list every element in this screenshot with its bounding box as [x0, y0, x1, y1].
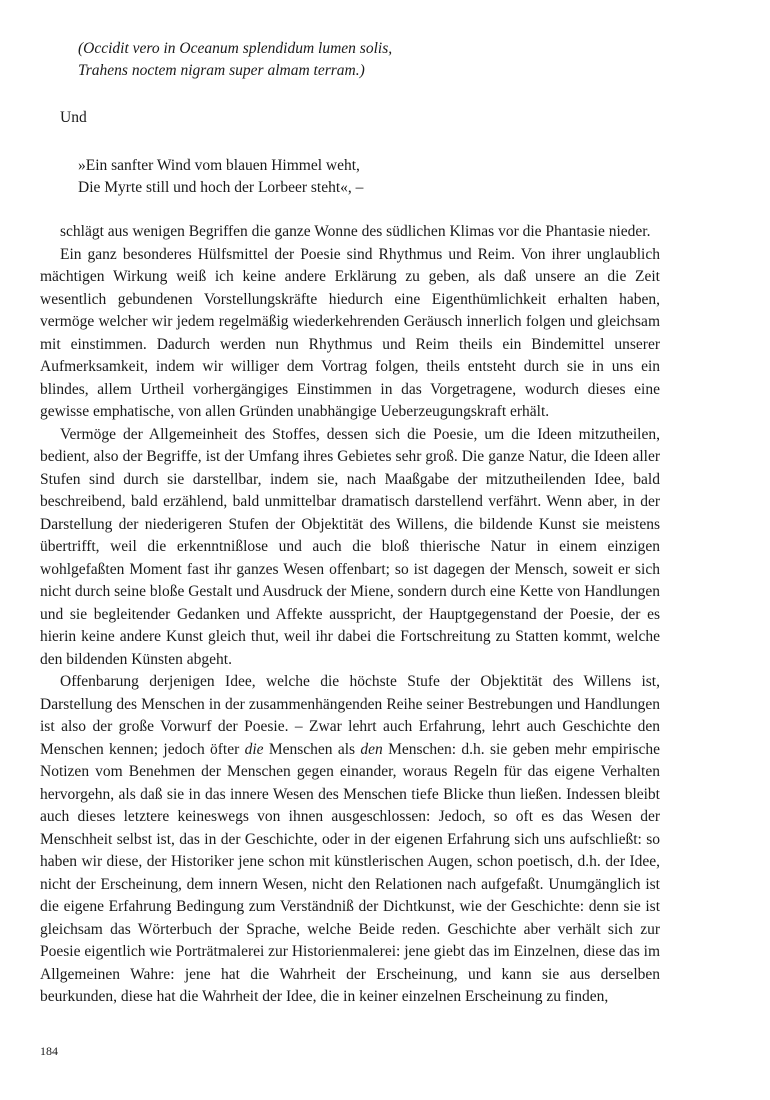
paragraph-3: Vermöge der Allgemeinheit des Stoffes, dessen sich die Poesie, um die Ideen mitzutheilen, bedient, also der Begriffe, ist der Umfang ihres Gebietes sehr groß. Die ganze Natur, die Ideen aller Stufen sind durch sie darstellbar, indem sie, nach Maaßgabe der mitzutheilenden Idee, bald beschreibend, bald erzählend, bald unmittelbar dramatisch darstellend verfährt. Wenn aber, in der Darstellung der niederigeren Stufen der Objektität des Willens, die bildende Kunst sie meistens übertrifft, weil die erkenntnißlose und auch die bloß thierische Natur in einem einzigen wohlgefaßten Moment fast ihr ganzes Wesen offenbart; so ist dagegen der Mensch, soweit er sich nicht durch seine bloße Gestalt und Ausdruck der Miene, sondern durch eine Kette von Handlungen und sie begleitender Gedanken und Affekte ausspricht, der Hauptgegenstand der Poesie, der es hierin keine andere Kunst gleich thut, weil ihr dabei die Fortschreitung zu Statten kommt, welche den bildenden Künsten abgeht. [40, 425, 660, 668]
paragraph-2: Ein ganz besonderes Hülfsmittel der Poesie sind Rhythmus und Reim. Von ihrer unglaublich mächtigen Wirkung weiß ich keine andere Erklärung zu geben, als daß unsere an die Zeit wesentlich gebundenen Vorstellungskräfte hiedurch eine Eigenthümlichkeit erhalten haben, vermöge welcher wir jedem regelmäßig wiederkehrenden Geräusch innerlich folgen und gleichsam mit einstimmen. Dadurch werden nun Rhythmus und Reim theils ein Bindemittel unserer Aufmerksamkeit, indem wir williger dem Vortrag folgen, theils entsteht durch sie in uns ein blindes, allem Urtheil vorhergängiges Einstimmen in das Vorgetragene, wodurch dieses eine gewisse emphatische, von allen Gründen unabhängige Ueberzeugungskraft erhält. [40, 245, 660, 420]
page-number: 184 [40, 1044, 58, 1058]
latin-quote [78, 38, 660, 82]
body-text [40, 221, 660, 1009]
page-content [40, 38, 660, 1009]
paragraph-4-emphasis-den: den [360, 740, 383, 758]
paragraph-4-part-a: Offenbarung derjenigen Idee, welche die höchste Stufe der Objektität des Willens ist, Darstellung des Menschen in der zusammenhängenden Reihe seiner Bestrebungen und Handlungen ist also der große Vorwurf der Poesie. – Zwar lehrt auch Erfahrung, lehrt auch Geschichte den Menschen kennen; jedoch öfter [40, 673, 660, 758]
latin-quote-line-1: (Occidit vero in Oceanum splendidum lumen solis, [78, 40, 393, 57]
paragraph-1: schlägt aus wenigen Begriffen die ganze Wonne des südlichen Klimas vor die Phantasie nieder. [60, 223, 651, 240]
connector-und: Und [60, 109, 87, 126]
german-quote-line-2: Die Myrte still und hoch der Lorbeer steht«, – [78, 179, 364, 196]
latin-quote-line-2: Trahens noctem nigram super almam terram.) [78, 62, 365, 79]
paragraph-4-part-c: Menschen: d.h. sie geben mehr empirische Notizen vom Benehmen der Menschen gegen einander, woraus Regeln für das eigene Verhalten hervorgehn, als daß sie in das innere Wesen des Menschen tiefe Blicke thun ließen. Indessen bleibt auch dieses letztere keineswegs von ihnen ausgeschlossen: Jedoch, so oft es das Wesen der Menschheit selbst ist, das in der Geschichte, oder in der eigenen Erfahrung sich uns aufschließt: so haben wir diese, der Historiker jene schon mit künstlerischen Augen, schon poetisch, d.h. der Idee, nicht der Erscheinung, dem innern Wesen, nicht den Relationen nach aufgefaßt. Unumgänglich ist die eigene Erfahrung Bedingung zum Verständniß der Dichtkunst, wie der Geschichte: denn sie ist gleichsam das Wörterbuch der Sprache, welche Beide reden. Geschichte aber verhält sich zur Poesie eigentlich wie Porträtmalerei zur Historienmalerei: jene giebt das im Einzelnen, diese das im Allgemeinen Wahre: jene hat die Wahrheit der Erscheinung, und kann sie aus derselben beurkunden, diese hat die Wahrheit der Idee, die in keiner einzelnen Erscheinung zu finden, [40, 740, 660, 1005]
german-quote-line-1: »Ein sanfter Wind vom blauen Himmel weht, [78, 157, 360, 174]
paragraph-4-part-b: Menschen als [263, 740, 361, 758]
paragraph-4-emphasis-die: die [244, 740, 264, 758]
paragraph-4 [40, 671, 660, 1009]
german-quote [78, 155, 660, 199]
